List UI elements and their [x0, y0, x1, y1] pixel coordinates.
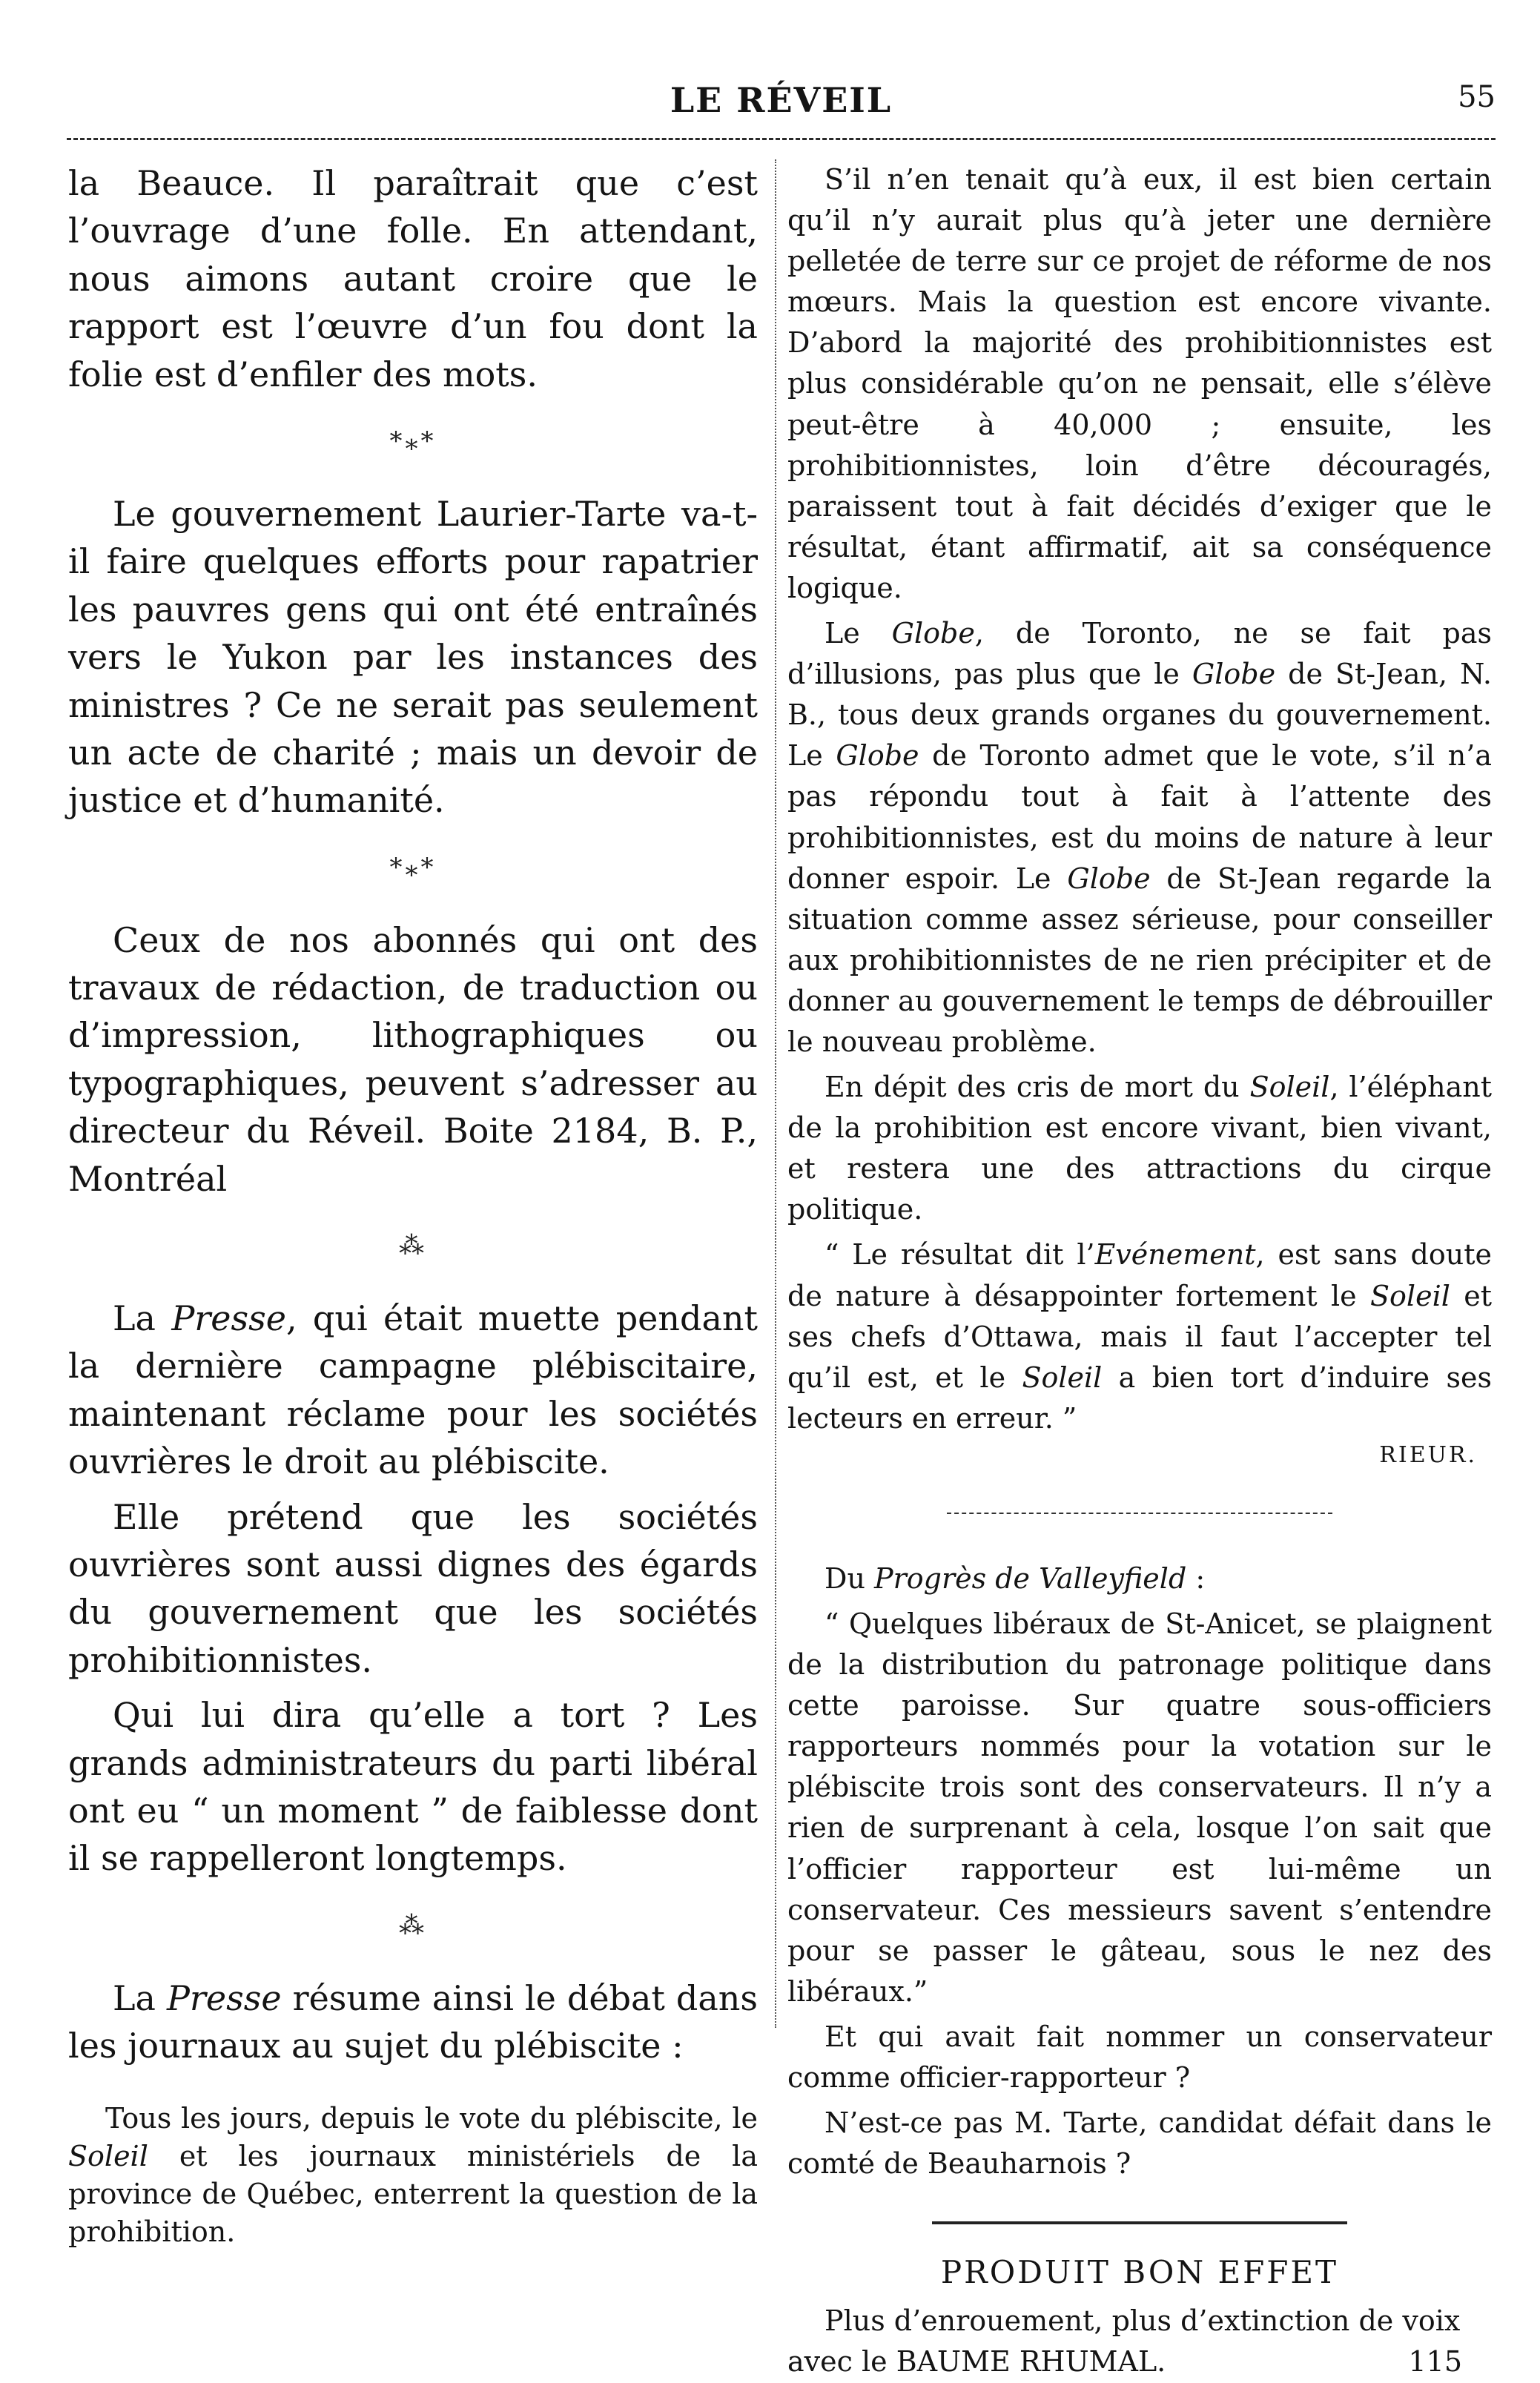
text-run: de St-Jean regarde la situation comme assez sérieuse, pour conseiller aux prohibitionnistes de ne rien précipiter et de donner au gouvernement le temps de débrouiller le nouveau problème. [787, 862, 1492, 1058]
paragraph-st-anicet: “ Quelques libéraux de St-Anicet, se plaignent de la distribution du patronage politique dans cette paroisse. Sur quatre sous-officiers rapporteurs nommés pour la votation sur le plébiscite trois sont des conservateurs. Il n’y a rien de surprenant à cela, losque l’on sait que l’officier rapporteur est lui-même un conservateur. Ces messieurs savent s’entendre pour se passer le gâteau, sous le nez des libéraux.” [787, 1607, 1492, 2008]
paragraph-evenement [787, 1235, 1492, 1438]
paragraph-beauce: la Beauce. Il paraîtrait que c’est l’ouvrage d’une folle. En attendant, nous aimons autant croire que le rapport est l’œuvre d’un fou dont la folie est d’enfiler des mots. [68, 163, 758, 394]
text-run: , l’éléphant de la prohibition est encore vivant, bien vivant, et restera une des attractions du cirque politique. [787, 1071, 1492, 1226]
text-run: et ses chefs d’Ottawa, mais il faut l’accepter tel qu’il est, et le [787, 1279, 1492, 1394]
running-head [67, 80, 1496, 125]
newspaper-name: Presse [166, 1977, 282, 2018]
quoted-excerpt [68, 2100, 758, 2252]
section-separator: *⁎* [389, 852, 437, 882]
text-run: : [1186, 1561, 1206, 1595]
section-separator: ⁂ [399, 1231, 427, 1261]
section-rule [947, 1513, 1332, 1514]
text-run: a bien tort d’induire ses lecteurs en erreur. ” [787, 1361, 1492, 1435]
text-run: de St-Jean, N. B., tous deux grands organes du gouvernement. Le [787, 658, 1492, 773]
paragraph-yukon: Le gouvernement Laurier-Tarte va-t-il faire quelques efforts pour rapatrier les pauvres gens qui ont été entraînés vers le Yukon par les instances des ministres ? Ce ne serait pas seulement un acte de charité ; mais un devoir de justice et d’humanité. [68, 493, 758, 821]
newspaper-name: Globe [891, 617, 975, 650]
text-run: et les journaux ministériels de la province de Québec, enterrent la question de la prohibition. [68, 2139, 758, 2249]
newspaper-name: Globe [836, 739, 919, 773]
right-column [787, 159, 1492, 2383]
section-separator: *⁎* [389, 426, 437, 456]
text-run: de Toronto admet que le vote, s’il n’a pas répondu tout à fait à l’attente des prohibitionnistes, est du moins de nature à leur donner espoir. Le [787, 739, 1492, 895]
text-run: , est sans doute de nature à désappointer fortement le [787, 1238, 1492, 1312]
advertisement-number: 115 [1408, 2345, 1462, 2379]
text-run: , de Toronto, ne se fait pas d’illusions, pas plus que le [787, 617, 1492, 691]
paragraph-globe [787, 613, 1492, 1062]
newspaper-name: Evénement [1094, 1238, 1256, 1272]
paragraph-tort: Qui lui dira qu’elle a tort ? Les grands administrateurs du parti libéral ont eu “ un moment ” de faiblesse dont il se rappelleront longtemps. [68, 1695, 758, 1879]
newspaper-name: Soleil [68, 2139, 148, 2172]
paragraph-presse-resume [68, 1974, 758, 2070]
section-separator: ⁂ [399, 1910, 427, 1940]
text-run: La [113, 1977, 167, 2018]
author-signature: RIEUR. [1379, 1441, 1477, 1468]
text-run: “ Le résultat dit l’ [824, 1238, 1095, 1272]
newspaper-name: Soleil [1022, 1361, 1103, 1394]
paragraph-prohibition: S’il n’en tenait qu’à eux, il est bien certain qu’il n’y aurait plus qu’à jeter une dernière pelletée de terre sur ce projet de réforme de nos mœurs. Mais la question est encore vivante. D’abord la majorité des prohibitionnistes est plus considérable qu’on ne pensait, elle s’élève peut-être à 40,000 ; ensuite, les prohibitionnistes, loin d’être découragés, paraissent tout à fait décidés d’exiger que le résultat, étant affirmatif, ait sa conséquence logique. [787, 163, 1492, 604]
advertisement-rule [932, 2221, 1347, 2224]
newspaper-name: Presse [171, 1298, 286, 1339]
paragraph-source [787, 1559, 1492, 1599]
text-run: En dépit des cris de mort du [824, 1071, 1250, 1104]
newspaper-name: Globe [1192, 658, 1276, 691]
text-run: Le [824, 617, 892, 650]
paragraph-tarte: N’est-ce pas M. Tarte, candidat défait dans le comté de Beauharnois ? [787, 2106, 1492, 2181]
newspaper-name: Globe [1067, 862, 1151, 895]
text-run: résume ainsi le débat dans les journaux au sujet du plébiscite : [68, 1977, 758, 2066]
paragraph-question: Et qui avait fait nommer un conservateur comme officier-rapporteur ? [787, 2020, 1492, 2095]
advertisement-heading: PRODUIT BON EFFET [940, 2254, 1339, 2291]
advertisement-line: Plus d’enrouement, plus d’extinction de voix [824, 2304, 1461, 2338]
text-run: La [113, 1298, 172, 1339]
advertisement-line [787, 2341, 1492, 2382]
left-column [68, 159, 758, 2252]
text-run: , qui était muette pendant la dernière campagne plébiscitaire, maintenant réclame pour les sociétés ouvrières le droit au plébiscite. [68, 1298, 759, 1482]
journal-title: LE RÉVEIL [670, 80, 893, 120]
text-run: Tous les jours, depuis le vote du plébiscite, le [105, 2101, 758, 2135]
paragraph-abonnes: Ceux de nos abonnés qui ont des travaux de rédaction, de traduction ou d’impression, lithographiques ou typographiques, peuvent s’adresser au directeur du Réveil. Boite 2184, B. P., Montréal [68, 919, 758, 1199]
text-run: Du [824, 1561, 875, 1595]
paragraph-societes: Elle prétend que les sociétés ouvrières sont aussi dignes des égards du gouvernement que les sociétés prohibitionnistes. [68, 1496, 758, 1680]
text-run: avec le BAUME RHUMAL. [787, 2345, 1166, 2379]
paragraph-presse-plebiscite [68, 1295, 758, 1486]
paragraph-elephant [787, 1067, 1492, 1230]
page-number: 55 [1458, 80, 1496, 114]
header-rule [67, 138, 1496, 140]
newspaper-name: Progrès de Valleyfield [874, 1561, 1187, 1595]
newspaper-name: Soleil [1370, 1279, 1450, 1312]
newspaper-name: Soleil [1249, 1071, 1330, 1104]
column-divider [775, 159, 776, 2028]
